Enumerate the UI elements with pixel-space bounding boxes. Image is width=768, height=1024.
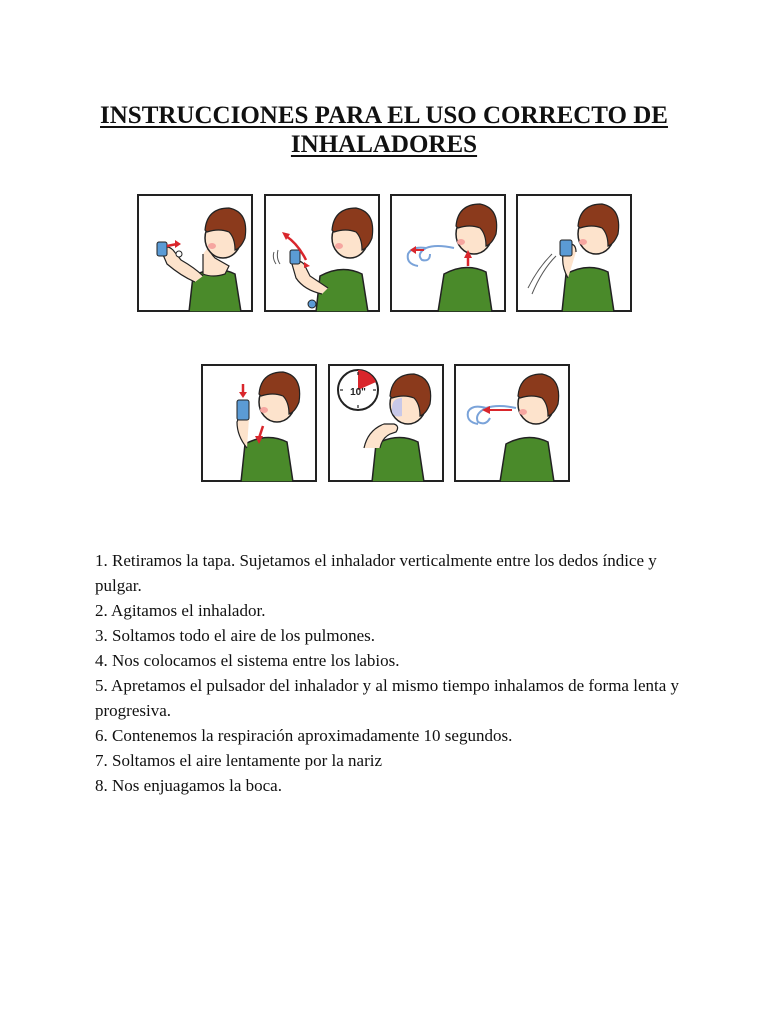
illustration-step-7: [454, 364, 570, 482]
instruction-step-7: 7. Soltamos el aire lentamente por la nariz: [95, 751, 383, 770]
hold-breath-timer-illustration: [328, 364, 444, 482]
remove-cap-hold-inhaler-illustration: [137, 194, 253, 312]
instruction-step-3: 3. Soltamos todo el aire de los pulmones.: [95, 626, 375, 645]
page-title-line-2: INHALADORES: [290, 130, 478, 158]
shake-inhaler-illustration: [264, 194, 380, 312]
exhale-slowly-illustration: [454, 364, 570, 482]
illustration-step-1: [137, 194, 253, 312]
illustration-step-3: [390, 194, 506, 312]
illustration-step-4: [516, 194, 632, 312]
instruction-step-8: 8. Nos enjuagamos la boca.: [95, 776, 282, 795]
instruction-step-1: 1. Retiramos la tapa. Sujetamos el inhalador verticalmente entre los dedos índice y pulgar.: [95, 551, 657, 595]
instructions-list: [95, 548, 695, 798]
exhale-air-illustration: [390, 194, 506, 312]
page-title-line-1: INSTRUCCIONES PARA EL USO CORRECTO DE: [100, 101, 668, 129]
instruction-step-2: 2. Agitamos el inhalador.: [95, 601, 266, 620]
instruction-step-4: 4. Nos colocamos el sistema entre los labios.: [95, 651, 400, 670]
inhaler-between-lips-illustration: [516, 194, 632, 312]
instruction-step-6: 6. Contenemos la respiración aproximadamente 10 segundos.: [95, 726, 513, 745]
page-title: [0, 101, 768, 159]
illustration-step-6: [328, 364, 444, 482]
press-and-inhale-illustration: [201, 364, 317, 482]
illustration-step-5: [201, 364, 317, 482]
illustration-step-2: [264, 194, 380, 312]
timer-label: 10": [350, 387, 366, 398]
instruction-step-5: 5. Apretamos el pulsador del inhalador y al mismo tiempo inhalamos de forma lenta y progresiva.: [95, 676, 680, 720]
